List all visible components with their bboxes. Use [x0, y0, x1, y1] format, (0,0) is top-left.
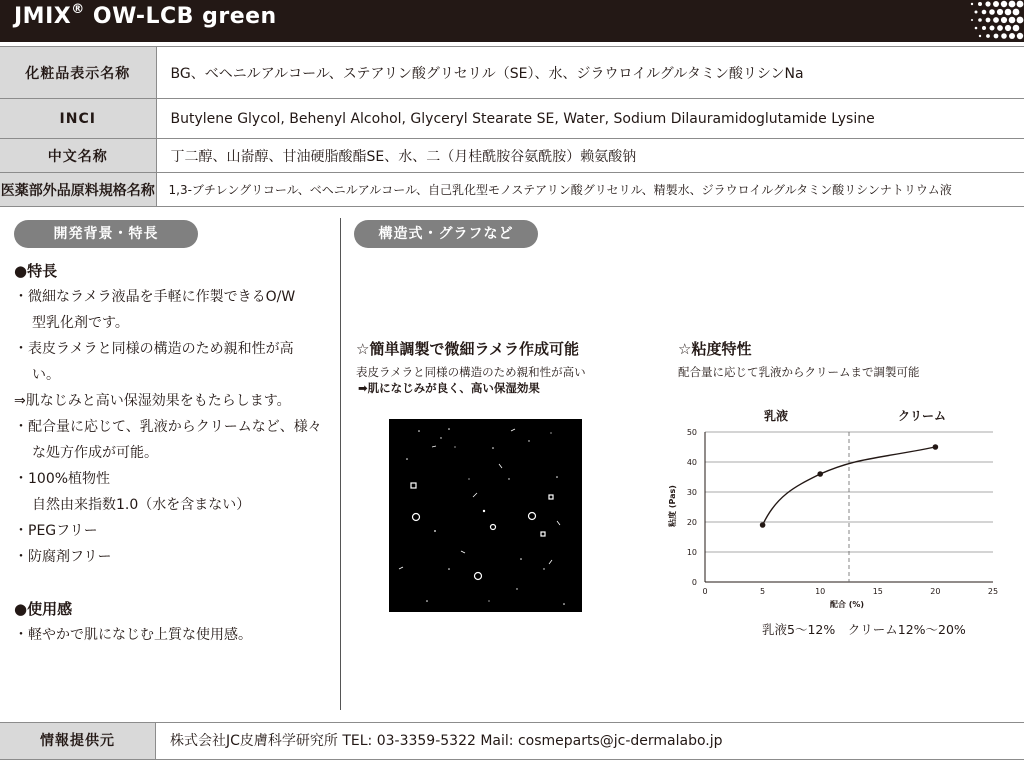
y-tick-label: 10 [686, 548, 697, 557]
footer-contact: 株式会社JC皮膚科学研究所 TEL: 03-3359-5322 Mail: cosmeparts@jc-dermalabo.jp [170, 733, 723, 749]
section-pill-structure: 構造式・グラフなど [354, 220, 538, 248]
y-tick-label: 0 [691, 578, 697, 587]
feature-item-cont: な処方作成が可能。 [32, 445, 158, 461]
table-row-chinese-name [0, 139, 1024, 173]
feature-item: ・PEGフリー [14, 523, 98, 539]
section-pill-background: 開発背景・特長 [14, 220, 198, 248]
row-value: BG、ベヘニルアルコール、ステアリン酸グリセリル（SE）、水、ジラウロイルグルタミン酸リシンNa [156, 47, 1024, 99]
x-tick-label: 25 [987, 587, 999, 596]
row-label: 化粧品表示名称 [0, 47, 156, 99]
lamella-title: ☆簡単調製で微細ラメラ作成可能 [356, 340, 579, 358]
range-note: 乳液5～12% クリーム12%～20% [762, 622, 966, 637]
data-point [817, 471, 823, 477]
viscosity-chart [660, 402, 1010, 642]
header-bar [0, 0, 1024, 42]
column-divider [340, 218, 341, 710]
dot-pattern-decoration [968, 0, 1024, 42]
feature-item: ・100%植物性 [14, 471, 111, 487]
feature-item: ・防腐剤フリー [14, 549, 112, 565]
table-row-inci [0, 99, 1024, 139]
features-heading: ●特長 [14, 262, 58, 280]
lamella-benefit: ➡肌になじみが良く、高い保湿効果 [358, 381, 540, 395]
row-label: 中文名称 [0, 139, 156, 173]
y-tick-label: 40 [686, 458, 697, 467]
table-row-display-name [0, 47, 1024, 99]
viscosity-desc: 配合量に応じて乳液からクリームまで調製可能 [678, 365, 920, 379]
product-title: JMIX® OW-LCB green [14, 2, 277, 29]
chart-axes [705, 432, 993, 582]
feature-item: ⇒肌なじみと高い保湿効果をもたらします。 [14, 393, 291, 409]
region-label-emulsion: 乳液 [763, 409, 789, 423]
x-tick-label: 0 [702, 587, 708, 596]
x-tick-label: 5 [760, 587, 766, 596]
feature-item-cont: い。 [32, 367, 60, 383]
chart-tick-labels [687, 428, 998, 596]
feature-item-cont: 型乳化剤です。 [32, 315, 129, 331]
data-point [933, 444, 939, 450]
row-value: Butylene Glycol, Behenyl Alcohol, Glyceryl Stearate SE, Water, Sodium Dilauramidoglutamide Lysine [156, 99, 1024, 139]
y-axis-label: 粘度 (Pas) [668, 485, 677, 527]
usage-item: ・軽やかで肌になじむ上質な使用感。 [14, 627, 252, 643]
y-tick-label: 50 [686, 428, 697, 437]
feature-item-cont: 自然由来指数1.0（水を含まない） [32, 497, 251, 513]
row-value: 丁二醇、山嵛醇、甘油硬脂酸酯SE、水、二（月桂酰胺谷氨酰胺）赖氨酸钠 [156, 139, 1024, 173]
row-label: INCI [0, 99, 156, 139]
y-tick-label: 20 [686, 518, 697, 527]
x-tick-label: 15 [872, 587, 883, 596]
feature-item: ・配合量に応じて、乳液からクリームなど、様々 [14, 419, 322, 435]
region-label-cream: クリーム [897, 409, 947, 423]
row-value: 1,3-ブチレングリコール、ベヘニルアルコール、自己乳化型モノステアリン酸グリセリル、精製水、ジラウロイルグルタミン酸リシンナトリウム液 [156, 173, 1024, 207]
usage-heading: ●使用感 [14, 600, 73, 618]
features-section [14, 258, 334, 648]
x-tick-label: 10 [815, 587, 826, 596]
lamella-desc: 表皮ラメラと同様の構造のため親和性が高い [356, 365, 586, 379]
row-label: 医薬部外品原料規格名称 [0, 173, 156, 207]
footer-info-row [0, 722, 1024, 760]
viscosity-line [763, 447, 936, 525]
x-axis-label: 配合 (%) [829, 600, 865, 609]
ingredient-info-table [0, 46, 1024, 207]
viscosity-title: ☆粘度特性 [678, 340, 752, 358]
data-point [760, 522, 766, 528]
feature-item: ・微細なラメラ液晶を手軽に作製できるO/W [14, 289, 296, 305]
y-tick-label: 30 [686, 488, 697, 497]
table-row-quasi-drug-name [0, 173, 1024, 207]
lamella-micrograph-image [389, 419, 582, 612]
feature-item: ・表皮ラメラと同様の構造のため親和性が高 [14, 341, 294, 357]
x-tick-label: 20 [930, 587, 941, 596]
footer-label: 情報提供元 [0, 723, 156, 759]
